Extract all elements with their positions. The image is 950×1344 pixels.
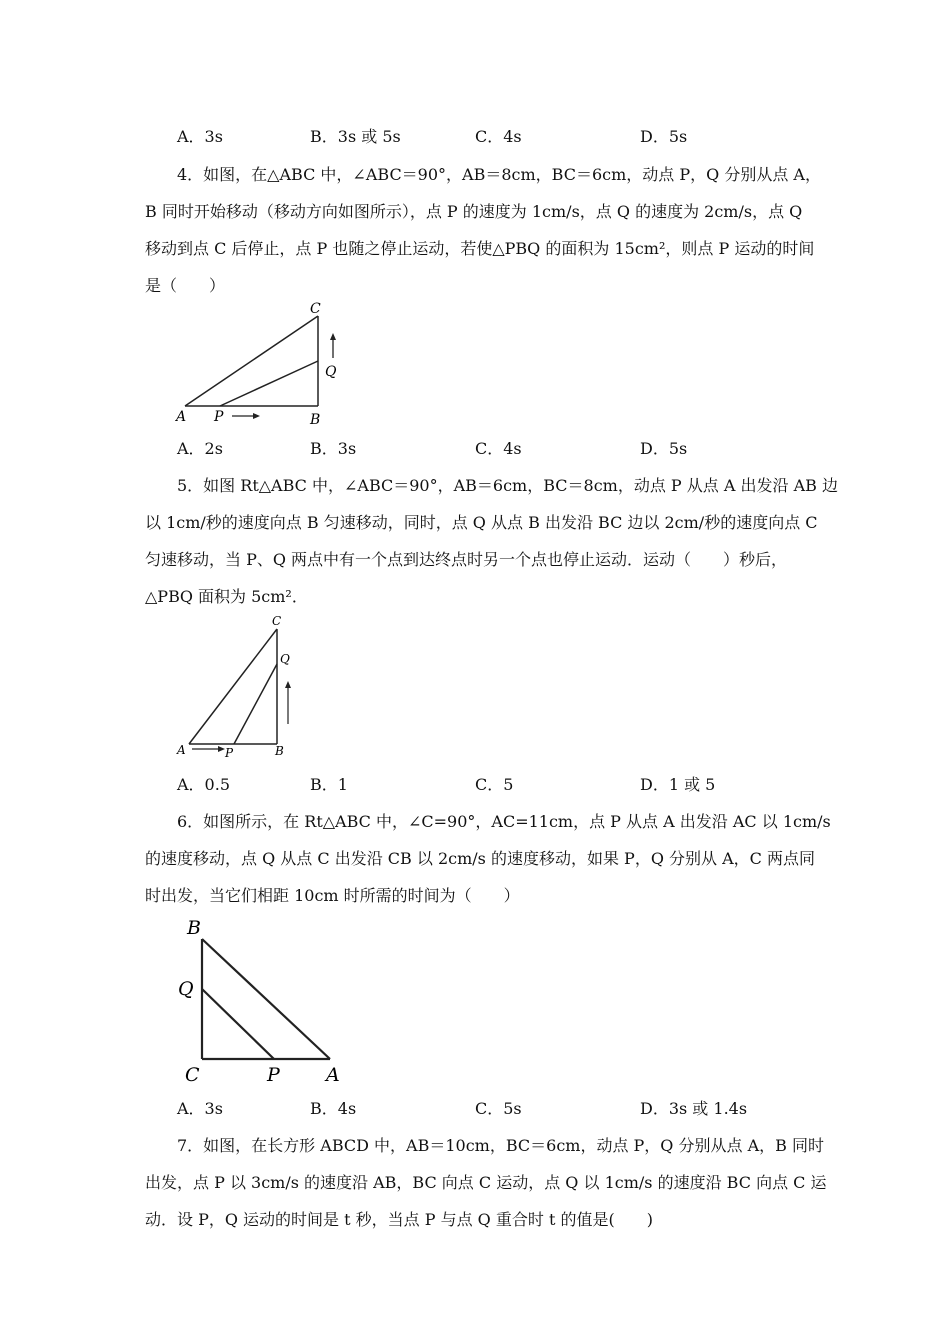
- q5-arrowhead-q: [285, 681, 291, 688]
- q6-segment-qp: [202, 989, 274, 1059]
- q5-label-a: A: [177, 743, 186, 757]
- q7-text-line-3: 动．设 P，Q 运动的时间是 t 秒，当点 P 与点 Q 重合时 t 的值是( ): [145, 1210, 653, 1229]
- q6-label-p: P: [267, 1064, 280, 1086]
- q4-figure: [170, 298, 360, 428]
- q4-arrowhead-p: [253, 413, 260, 419]
- q6-side-ab: [202, 939, 330, 1059]
- q3-option-a: A．3s: [177, 127, 223, 146]
- q6-option-b: B．4s: [310, 1099, 357, 1118]
- q4-label-b: B: [310, 412, 321, 428]
- q5-option-c: C．5: [475, 775, 514, 794]
- q6-text-line-1: 6．如图所示，在 Rt△ABC 中，∠C=90°，AC=11cm，点 P 从点 A 出发沿 AC 以 1cm/s: [177, 812, 831, 831]
- q4-option-a: A．2s: [177, 439, 223, 458]
- q6-option-c: C．5s: [475, 1099, 522, 1118]
- q4-arrowhead-q: [330, 333, 336, 340]
- q5-arrowhead-p: [218, 746, 225, 752]
- q6-label-c: C: [185, 1064, 200, 1086]
- q5-text-line-1: 5．如图 Rt△ABC 中，∠ABC＝90°，AB＝6cm，BC＝8cm，动点 P 从点 A 出发沿 AB 边: [177, 476, 838, 495]
- q5-label-q: Q: [280, 652, 290, 666]
- q6-text-line-3: 时出发，当它们相距 10cm 时所需的时间为（ ）: [145, 886, 520, 905]
- q5-option-b: B．1: [310, 775, 348, 794]
- q6-label-b: B: [187, 917, 201, 939]
- q6-text-line-2: 的速度移动，点 Q 从点 C 出发沿 CB 以 2cm/s 的速度移动，如果 P，Q 分别从 A，C 两点同: [145, 849, 815, 868]
- q3-option-d: D．5s: [640, 127, 688, 146]
- q5-option-a: A．0.5: [177, 775, 231, 794]
- q5-label-b: B: [275, 744, 284, 758]
- q6-figure: [170, 912, 360, 1092]
- q5-label-c: C: [272, 614, 282, 628]
- q5-text-line-2: 以 1cm/秒的速度向点 B 匀速移动，同时，点 Q 从点 B 出发沿 BC 边以 2cm/秒的速度向点 C: [145, 513, 818, 532]
- q5-text-line-4: △PBQ 面积为 5cm²．: [145, 587, 308, 606]
- q5-label-p: P: [225, 746, 234, 760]
- q6-options: [177, 1096, 897, 1118]
- q4-text-line-2: B 同时开始移动（移动方向如图所示），点 P 的速度为 1cm/s，点 Q 的速度为 2cm/s，点 Q: [145, 202, 803, 221]
- q6-option-d: D．3s 或 1.4s: [640, 1099, 748, 1118]
- q3-options: [177, 124, 897, 146]
- q4-label-c: C: [310, 301, 321, 317]
- q7-text-line-2: 出发，点 P 以 3cm/s 的速度沿 AB，BC 向点 C 运动，点 Q 以 1cm/s 的速度沿 BC 向点 C 运: [145, 1173, 827, 1192]
- q4-text-line-3: 移动到点 C 后停止，点 P 也随之停止运动，若使△PBQ 的面积为 15cm²，则点 P 运动的时间: [145, 239, 815, 258]
- q5-options: [177, 772, 897, 794]
- q5-figure: [170, 612, 310, 762]
- q4-option-c: C．4s: [475, 439, 522, 458]
- q4-label-p: P: [214, 409, 224, 425]
- q6-option-a: A．3s: [177, 1099, 223, 1118]
- q4-label-q: Q: [325, 364, 337, 380]
- q5-option-d: D．1 或 5: [640, 775, 716, 794]
- q6-label-q: Q: [178, 978, 194, 1000]
- q4-segment-pq: [220, 361, 318, 406]
- q5-side-ac: [189, 629, 277, 744]
- q4-option-d: D．5s: [640, 439, 688, 458]
- q4-text-line-4: 是（ ）: [145, 276, 226, 295]
- q4-options: [177, 436, 897, 458]
- q4-label-a: A: [176, 409, 187, 425]
- q3-option-c: C．4s: [475, 127, 522, 146]
- q4-side-ac: [185, 316, 318, 406]
- q4-option-b: B．3s: [310, 439, 357, 458]
- q5-text-line-3: 匀速移动，当 P、Q 两点中有一个点到达终点时另一个点也停止运动．运动（ ）秒后，: [145, 550, 788, 569]
- q6-label-a: A: [326, 1064, 340, 1086]
- q4-text-line-1: 4．如图，在△ABC 中，∠ABC＝90°，AB＝8cm，BC＝6cm，动点 P，Q 分别从点 A，: [177, 165, 821, 184]
- q7-text-line-1: 7．如图，在长方形 ABCD 中，AB＝10cm，BC＝6cm，动点 P，Q 分别从点 A，B 同时: [177, 1136, 824, 1155]
- q3-option-b: B．3s 或 5s: [310, 127, 401, 146]
